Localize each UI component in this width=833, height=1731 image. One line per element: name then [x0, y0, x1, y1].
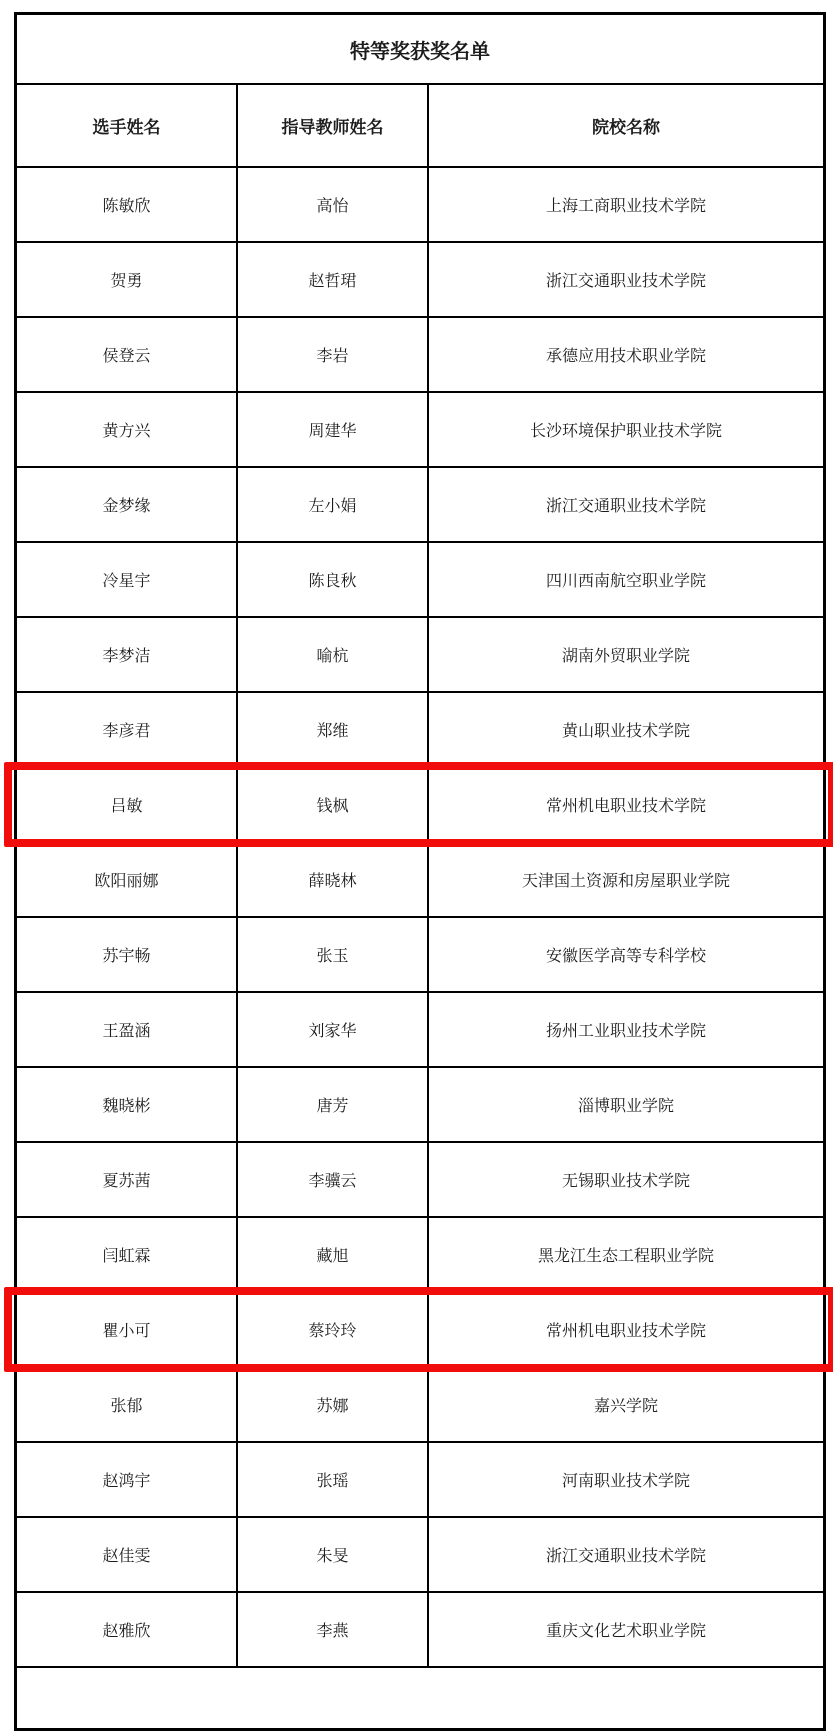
table-row-highlighted [17, 1291, 823, 1366]
school-name-cell: 浙江交通职业技术学院 [545, 1548, 706, 1565]
table-row [17, 1516, 823, 1591]
student-name-cell: 赵雅欣 [17, 1593, 238, 1666]
teacher-name-cell: 蔡玲玲 [238, 1293, 429, 1366]
school-name-cell: 湖南外贸职业学院 [561, 648, 690, 665]
student-name-cell: 赵佳雯 [17, 1518, 238, 1591]
teacher-name-cell: 张玉 [238, 918, 429, 991]
table-row [17, 166, 823, 241]
table-row [17, 1141, 823, 1216]
header-school-name: 院校名称 [592, 118, 660, 137]
table-row [17, 991, 823, 1066]
teacher-name-cell: 李岩 [238, 318, 429, 391]
school-name-cell: 黄山职业技术学院 [561, 723, 690, 740]
teacher-name-cell: 张瑶 [238, 1443, 429, 1516]
student-name-cell: 闫虹霖 [17, 1218, 238, 1291]
student-name-cell: 赵鸿宇 [17, 1443, 238, 1516]
teacher-name-cell: 刘家华 [238, 993, 429, 1066]
table-row [17, 541, 823, 616]
table-row [17, 1591, 823, 1666]
awards-table [14, 12, 826, 1731]
student-name-cell: 李彦君 [17, 693, 238, 766]
teacher-name-cell: 郑维 [238, 693, 429, 766]
header-student-name: 选手姓名 [17, 85, 238, 166]
teacher-name-cell: 钱枫 [238, 768, 429, 841]
teacher-name-cell: 赵哲珺 [238, 243, 429, 316]
teacher-name-cell: 左小娟 [238, 468, 429, 541]
student-name-cell: 黄方兴 [17, 393, 238, 466]
student-name-cell: 金梦缘 [17, 468, 238, 541]
school-name-cell: 安徽医学高等专科学校 [545, 948, 706, 965]
table-row [17, 916, 823, 991]
table-row [17, 841, 823, 916]
school-name-cell: 无锡职业技术学院 [561, 1173, 690, 1190]
student-name-cell: 王盈涵 [17, 993, 238, 1066]
partial-next-row [17, 1666, 823, 1728]
table-row [17, 1441, 823, 1516]
teacher-name-cell: 唐芳 [238, 1068, 429, 1141]
table-row-highlighted [17, 766, 823, 841]
student-name-cell: 瞿小可 [17, 1293, 238, 1366]
student-name-cell: 陈敏欣 [17, 168, 238, 241]
teacher-name-cell: 高怡 [238, 168, 429, 241]
school-name-cell: 常州机电职业技术学院 [545, 798, 706, 815]
teacher-name-cell: 李骥云 [238, 1143, 429, 1216]
table-row [17, 616, 823, 691]
school-name-cell: 重庆文化艺术职业学院 [545, 1623, 706, 1640]
teacher-name-cell: 藏旭 [238, 1218, 429, 1291]
student-name-cell: 吕敏 [17, 768, 238, 841]
table-row [17, 691, 823, 766]
header-teacher-name: 指导教师姓名 [238, 85, 429, 166]
school-name-cell: 四川西南航空职业学院 [545, 573, 706, 590]
table-row [17, 391, 823, 466]
school-name-cell: 淄博职业学院 [577, 1098, 674, 1115]
school-name-cell: 天津国土资源和房屋职业学院 [521, 873, 730, 890]
student-name-cell: 李梦洁 [17, 618, 238, 691]
school-name-cell: 上海工商职业技术学院 [545, 198, 706, 215]
school-name-cell: 长沙环境保护职业技术学院 [529, 423, 722, 440]
student-name-cell: 夏苏茜 [17, 1143, 238, 1216]
teacher-name-cell: 李燕 [238, 1593, 429, 1666]
table-rows [17, 166, 823, 1666]
student-name-cell: 魏晓彬 [17, 1068, 238, 1141]
student-name-cell: 欧阳丽娜 [17, 843, 238, 916]
student-name-cell: 冷星宇 [17, 543, 238, 616]
student-name-cell: 贺勇 [17, 243, 238, 316]
school-name-cell: 浙江交通职业技术学院 [545, 498, 706, 515]
school-name-cell: 河南职业技术学院 [561, 1473, 690, 1490]
teacher-name-cell: 周建华 [238, 393, 429, 466]
table-row [17, 466, 823, 541]
school-name-cell: 常州机电职业技术学院 [545, 1323, 706, 1340]
table-title [17, 15, 823, 85]
school-name-cell: 扬州工业职业技术学院 [545, 1023, 706, 1040]
student-name-cell: 苏宇畅 [17, 918, 238, 991]
table-header-row [17, 85, 823, 166]
school-name-cell: 承德应用技术职业学院 [545, 348, 706, 365]
table-row [17, 1066, 823, 1141]
table-row [17, 1366, 823, 1441]
student-name-cell: 张郁 [17, 1368, 238, 1441]
school-name-cell: 嘉兴学院 [593, 1398, 658, 1415]
teacher-name-cell: 薛晓林 [238, 843, 429, 916]
teacher-name-cell: 陈良秋 [238, 543, 429, 616]
table-row [17, 241, 823, 316]
school-name-cell: 黑龙江生态工程职业学院 [537, 1248, 714, 1265]
table-row [17, 316, 823, 391]
table-title-text: 特等奖获奖名单 [350, 40, 490, 63]
teacher-name-cell: 喻杭 [238, 618, 429, 691]
teacher-name-cell: 朱旻 [238, 1518, 429, 1591]
table-row [17, 1216, 823, 1291]
teacher-name-cell: 苏娜 [238, 1368, 429, 1441]
student-name-cell: 侯登云 [17, 318, 238, 391]
school-name-cell: 浙江交通职业技术学院 [545, 273, 706, 290]
